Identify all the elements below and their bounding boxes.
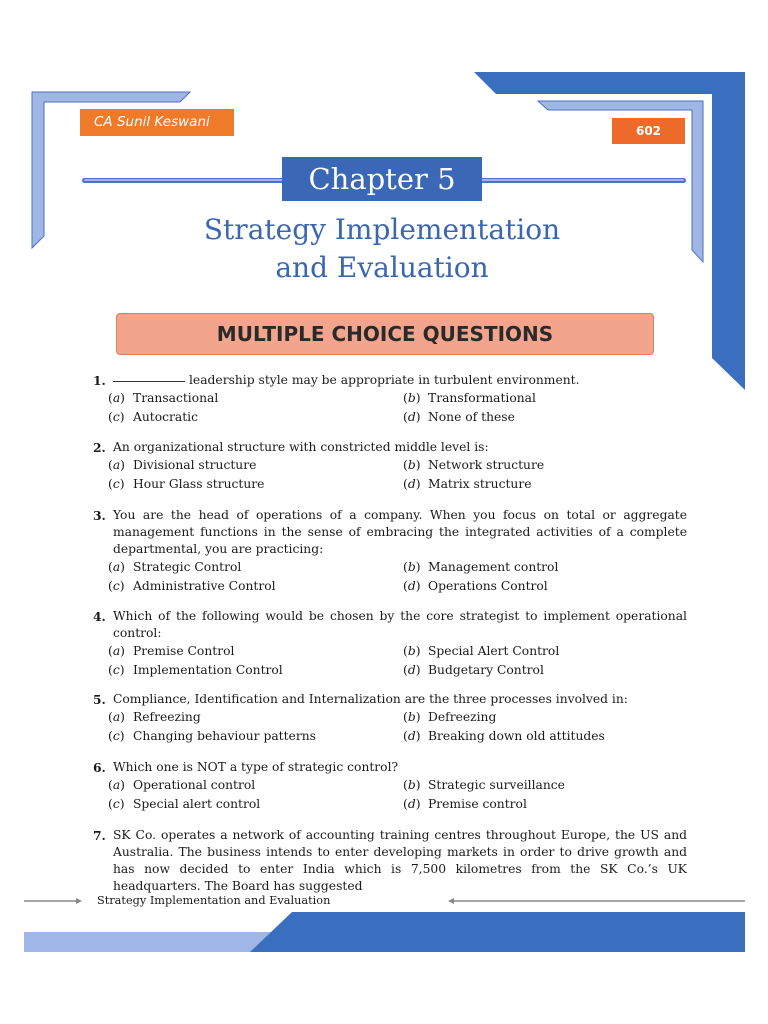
question-stem: Compliance, Identification and Internalization are the three processes involved in: xyxy=(113,692,628,706)
question-number: 4. xyxy=(93,609,106,624)
option-a: (a) Strategic Control xyxy=(108,560,242,574)
question-7 xyxy=(93,827,687,895)
question-stem: SK Co. operates a network of accounting training centres throughout Europe, the US and Australia. The business intends to enter developing markets in order to drive growth and has now decided to enter India which is 7,500 kilometres from the SK Co.’s UK headquarters. The Board has suggested xyxy=(113,828,687,893)
question-6 xyxy=(93,759,687,813)
question-stem: An organizational structure with constricted middle level is: xyxy=(113,440,489,454)
option-b: (b) Management control xyxy=(403,560,559,574)
option-c: (c) Changing behaviour patterns xyxy=(108,728,316,743)
option-a: (a) Divisional structure xyxy=(108,458,257,472)
option-d: (d) Operations Control xyxy=(403,578,548,593)
option-c: (c) Hour Glass structure xyxy=(108,476,265,491)
option-a: (a) Operational control xyxy=(108,778,256,792)
question-number: 1. xyxy=(93,373,106,388)
option-c: (c) Special alert control xyxy=(108,796,261,811)
question-3 xyxy=(93,507,687,595)
question-number: 5. xyxy=(93,692,106,707)
question-stem: Which of the following would be chosen by the core strategist to implement operational control: xyxy=(113,609,687,640)
question-5 xyxy=(93,691,687,745)
option-c: (c) Autocratic xyxy=(108,409,199,424)
section-heading: MULTIPLE CHOICE QUESTIONS xyxy=(116,313,654,355)
option-a: (a) Premise Control xyxy=(108,644,235,658)
chapter-title-line1: Strategy Implementation xyxy=(203,213,561,246)
option-b: (b) Strategic surveillance xyxy=(403,778,565,792)
option-d: (d) Premise control xyxy=(403,796,527,811)
option-d: (d) Breaking down old attitudes xyxy=(403,728,605,743)
question-number: 3. xyxy=(93,508,106,523)
footer-dark-bar xyxy=(250,912,745,952)
author-badge: CA Sunil Keswani xyxy=(80,109,234,136)
page-number-badge: 602 xyxy=(612,118,685,144)
footer-running-title: Strategy Implementation and Evaluation xyxy=(97,894,331,907)
question-stem: You are the head of operations of a company. When you focus on total or aggregate management functions in the sense of embracing the integrated activities of a complete departmental, you are practicing: xyxy=(113,508,687,556)
question-stem: Which one is NOT a type of strategic control? xyxy=(113,760,399,774)
chapter-title xyxy=(100,211,664,287)
option-c: (c) Administrative Control xyxy=(108,578,276,593)
question-number: 7. xyxy=(93,828,106,843)
fill-in-blank xyxy=(113,381,185,382)
chapter-label: Chapter 5 xyxy=(282,157,482,201)
question-2 xyxy=(93,439,687,493)
option-d: (d) None of these xyxy=(403,409,515,424)
option-b: (b) Special Alert Control xyxy=(403,644,560,658)
question-1 xyxy=(93,372,687,426)
question-number: 6. xyxy=(93,760,106,775)
option-c: (c) Implementation Control xyxy=(108,662,283,677)
question-4 xyxy=(93,608,687,679)
option-a: (a) Refreezing xyxy=(108,710,201,724)
question-stem: leadership style may be appropriate in turbulent environment. xyxy=(113,372,687,389)
chapter-title-line2: and Evaluation xyxy=(275,251,489,284)
option-b: (b) Defreezing xyxy=(403,710,497,724)
option-a: (a) Transactional xyxy=(108,391,219,405)
option-d: (d) Matrix structure xyxy=(403,476,532,491)
option-d: (d) Budgetary Control xyxy=(403,662,544,677)
question-number: 2. xyxy=(93,440,106,455)
option-b: (b) Network structure xyxy=(403,458,545,472)
option-b: (b) Transformational xyxy=(403,391,536,405)
